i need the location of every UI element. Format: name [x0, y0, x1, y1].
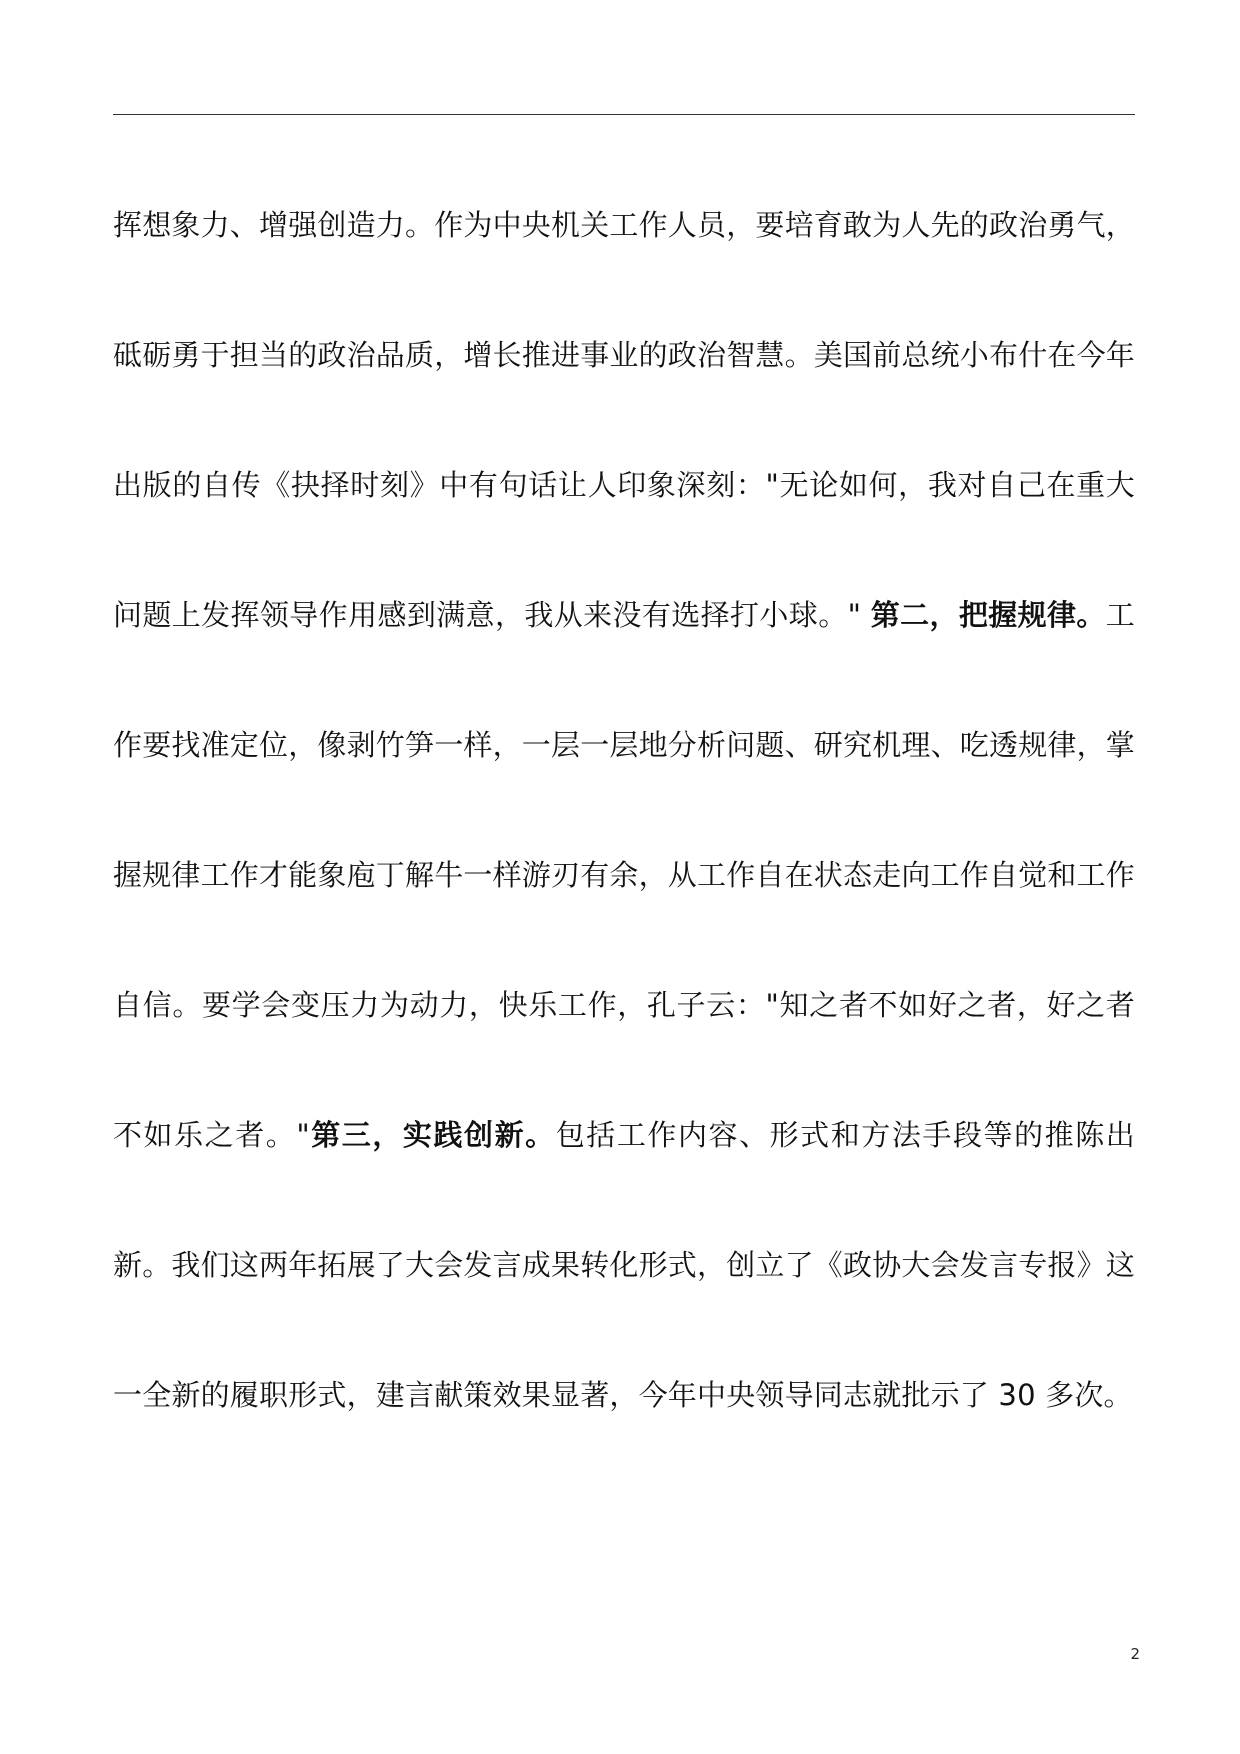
paragraph-text-part-2: 工作要找准定位，像剥竹笋一样，一层一层地分析问题、研究机理、吃透规律，掌握规律工作才能象庖丁解牛一样游刃有余，从工作自在状态走向工作自觉和工作自信。要学会变压力为动力，快乐工作，孔子云："知之者不如好之者，好之者不如乐之者。" — [113, 598, 1136, 1152]
body-paragraph — [113, 160, 1135, 1460]
header-rule — [113, 114, 1135, 115]
page-number: 2 — [1130, 1645, 1140, 1663]
paragraph-text-part-3: 包括工作内容、形式和方法手段等的推陈出新。我们这两年拓展了大会发言成果转化形式，创立了《政协大会发言专报》这一全新的履职形式，建言献策效果显著，今年中央领导同志就批示了 30 多次。 — [113, 1118, 1136, 1412]
bold-heading-third-point: 第三，实践创新。 — [309, 1118, 556, 1152]
paragraph-text-part-1: 挥想象力、增强创造力。作为中央机关工作人员，要培育敢为人先的政治勇气，砥砺勇于担当的政治品质，增长推进事业的政治智慧。美国前总统小布什在今年出版的自传《抉择时刻》中有句话让人印象深刻："无论如何，我对自己在重大问题上发挥领导作用感到满意，我从来没有选择打小球。" — [113, 208, 1136, 632]
bold-heading-second-point: 第二，把握规律。 — [870, 598, 1106, 632]
